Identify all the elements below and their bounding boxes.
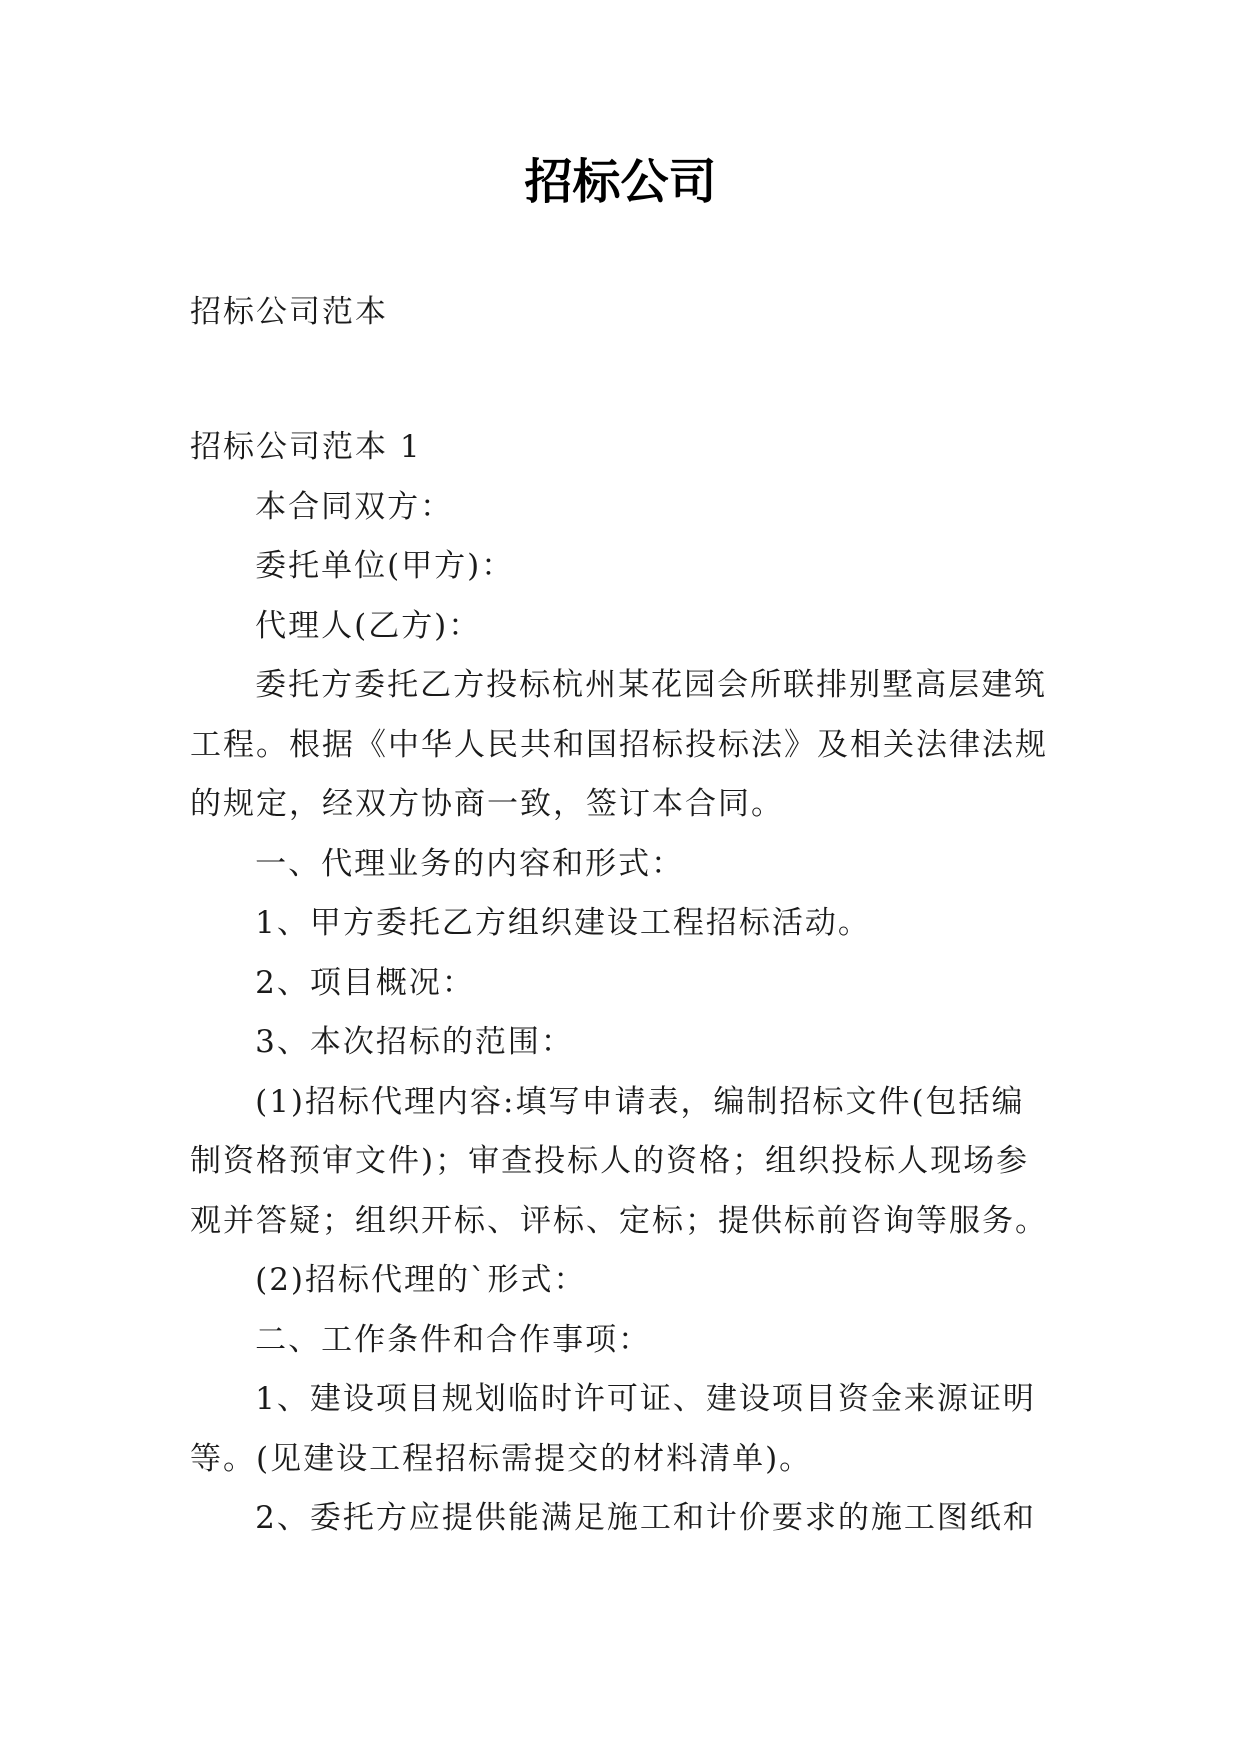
paragraph: 二、工作条件和合作事项： [255,1321,652,1358]
paragraph: 一、代理业务的内容和形式： [255,845,685,882]
document-title: 招标公司 [524,154,717,210]
paragraph: 1、甲方委托乙方组织建设工程招标活动。 [255,905,871,941]
document-subtitle: 招标公司范本 [190,294,388,330]
paragraph: 委托方委托乙方投标杭州某花园会所联排别墅高层建筑工程。根据《中华人民共和国招标投标法》及相关法律法规的规定，经双方协商一致，签订本合同。 [190,667,1048,822]
paragraph: 本合同双方： [255,488,454,525]
paragraph: 代理人(乙方)： [255,607,482,644]
paragraph: 2、委托方应提供能满足施工和计价要求的施工图纸和 [255,1500,1036,1536]
section-heading: 招标公司范本 1 [190,429,422,465]
document-body [190,418,1050,1549]
paragraph: 1、建设项目规划临时许可证、建设项目资金来源证明等。(见建设工程招标需提交的材料清单)。 [190,1381,1036,1477]
paragraph: 委托单位(甲方)： [255,548,515,584]
paragraph: (1)招标代理内容:填写申请表，编制招标文件(包括编制资格预审文件)；审查投标人的资格；组织投标人现场参观并答疑；组织开标、评标、定标；提供标前咨询等服务。 [190,1083,1048,1239]
paragraph: 3、本次招标的范围： [255,1024,574,1060]
paragraph: 2、项目概况： [255,964,475,1001]
paragraph: (2)招标代理的`形式： [255,1262,587,1298]
